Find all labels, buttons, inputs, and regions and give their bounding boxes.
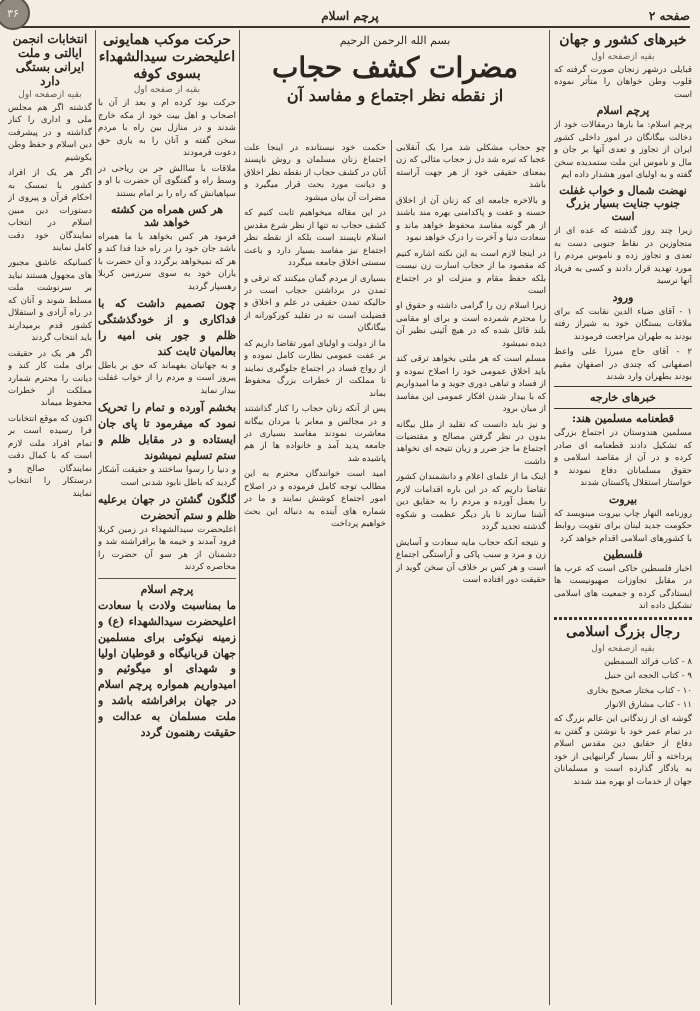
- islamic-figures-title: رجال بزرگ اسلامی: [566, 623, 680, 640]
- karbala-title: حرکت موکب همایونی اعلیحضرت سیدالشهداء بسوی کوفه: [98, 32, 236, 82]
- editor-note-title: پرچم اسلام: [140, 582, 194, 596]
- basmala: بسم الله الرحمن الرحیم: [339, 34, 451, 47]
- page-number-badge: ۳۶: [0, 0, 30, 30]
- elections-title: انتخابات انجمن ایالتی و ملت ایرانی بستگی دارد: [12, 32, 88, 88]
- masthead: پرچم اسلام: [321, 9, 379, 23]
- arrival-heading: ورود: [612, 290, 634, 304]
- column-article-left: حکمت خود نیستانده در اینجا علت اجتماع زنان مسلمان و روش ناپسند آنان در کشف حجاب از نقطه نظر اخلاق و دیانت مورد بحث قرار میگیرد و مضرات آن بیان میشود در این مقاله میخواهیم ثابت کنیم که کشف حجاب نه تنها از نظر شرع مقدس اسلام ناپسند است بلکه از نقطه نظر اجتماع نیز مفاسد بسیار دارد و باعث سستی اخلاق جامعه میگردد بسیاری از مردم گمان میکنند که ترقی و تمدن در برداشتن حجاب است در حالیکه تمدن حقیقی در علم و اخلاق و فضیلت است نه در تقلید کورکورانه از بیگانگان ما از دولت و اولیای امور تقاضا داریم که بر عفت عمومی نظارت کامل نموده و از رواج فساد در اجتماع جلوگیری نمایند تا مملکت از خطرات بزرگ محفوظ بماند پس از آنکه زنان حجاب را کنار گذاشتند و در مجالس و معابر با مردان بیگانه معاشرت نمودند مفاسد بسیاری در جامعه پدید آمد و خانواده ها از هم پاشیده شد امید است خوانندگان محترم به این مطالب توجه کامل فرموده و در اصلاح امور اجتماع کوشش نمایند و ما در شماره های آینده به دنباله این بحث خواهیم پرداخت: [244, 143, 386, 530]
- page-label: صفحه ۲: [648, 9, 690, 23]
- world-news-title: خبرهای کشور و جهان: [559, 32, 687, 48]
- foreign-news-heading: خبرهای خارجه: [590, 391, 656, 405]
- main-title: مضرات کشف حجاب: [272, 51, 518, 84]
- book-list: ۸ - کتاب فرائد السمطین ۹ - کتاب الحجه ابن حنبل ۱۰ - کتاب مختار صحیح بخاری ۱۱ - کتاب مشارق الانوار: [586, 656, 692, 710]
- main-subtitle: از نقطه نظر اجتماع و مفاسد آن: [286, 86, 504, 105]
- column-karbala: حرکت موکب همایونی اعلیحضرت سیدالشهداء بسوی کوفه بقیه از صفحه اول حرکت بود کرده ام و بعد از آن با اصحاب و اهل بیت خود از مکه خارج شدند و در منازل بین راه با مردم سخن گفته و آنان را به یاری حق دعوت فرمودند ملاقات با ساالش حر بن ریاحی در وسط راه و گفتگوی آن حضرت با او و سپاهیانش که راه را بر امام بستند هر کس همراه من کشته خواهد شد فرمود هر کس بخواهد با ما همراه باشد جان خود را در راه خدا فدا کند و هر که نمیخواهد برگردد و آن حضرت با یاران خود به سوی سرزمین کربلا رهسپار گردید چون تصمیم داشت که با فداکاری و از خودگذشتگی ظلم و جور بنی امیه را بعالمیان ثابت کند و به جهانیان بفهماند که حق بر باطل پیروز است و مردم را از خواب غفلت بیدار نماید بخشم آورده و تمام را تحریک نمود که میفرمود تا پای جان ایستاده و در مقابل ظلم و ستم تسلیم نمیشوند و دنیا را رسوا ساختند و حقیقت آشکار گردید که باطل نابود شدنی است گلگون گشتن در جهان برعلیه ظلم و ستم آنحضرت اعلیحضرت سیدالشهداء در زمین کربلا فرود آمدند و خیمه ها برافراشته شد و دشمنان از هر سو آن حضرت را محاصره کردند پرچم اسلام ما بمناسبت ولادت با سعادت اعلیحضرت سیدالشهداء (ع) و زمینه نیکوئی برای مسلمین جهان قربانیگاه و قوطیان اولیا و شهدای او میگوئیم و امیدواریم همواره پرچم اسلام در جهان برافراشته باشد و ملت مسلمان به عدالت و حقیقت رهنمون گردد: [98, 32, 236, 740]
- column-elections: انتخابات انجمن ایالتی و ملت ایرانی بستگی دارد بقیه ازصفحه اول گذشته اگر هم مجلس ملی و اداری را کنار گذاشته و در پیشرفت دین اسلام و حفظ وطن بکوشیم اگر هر یک از افراد کشور با تمسک به احکام قرآن و پیروی از دستورات دین مبین اسلام در انتخاب نمایندگان خود دقت کامل نمایند کسانیکه عاشق مجبور های مجهول هستند نباید بر سرنوشت ملت مسلط شوند و آنان که در راه آزادی و استقلال کشور قدم برمیدارند باید انتخاب گردند اگر هر یک در حقیقت برای ملت کار کند و دیانت را محترم شمارد مملکت از خطرات محفوظ میماند اکنون که موقع انتخابات فرا رسیده است بر تمام افراد ملت لازم است که با کمال دقت نمایندگان صالح و درستکار را انتخاب نمایند: [8, 32, 92, 499]
- headline-north-south: نهضت شمال و خواب غفلت جنوب جنایت بسیار بزرگ است: [559, 184, 687, 224]
- column-article-right: چو حجاب مشکلی شد مرا یک آنقلابی عجبا که تیره شد دل ز حجاب مثالی که زن بمعنای حقیقی خود از هر جهت آراسته باشد و بالاخره جامعه ای که زنان آن از اخلاق حسنه و عفت و پاکدامنی بهره مند باشند از هر گونه مفاسد محفوظ خواهد ماند و سعادت دنیا و آخرت را درک خواهد نمود در اینجا لازم است به این نکته اشاره کنیم که مقصود ما از حجاب اسارت زن نیست بلکه حفظ مقام و منزلت او در اجتماع است زیرا اسلام زن را گرامی داشته و حقوق او را محترم شمرده است و برای او مقامی بلند قائل شده که در هیچ آئینی نظیر آن دیده نمیشود مسلم است که هر ملتی بخواهد ترقی کند باید اخلاق عمومی خود را اصلاح نموده و از فساد و تباهی دوری جوید و ما امیدواریم که با بیدار شدن افکار عمومی این مفاسد از میان برود و نیز باید دانست که تقلید از ملل بیگانه بدون در نظر گرفتن مصالح و مقتضیات اجتماع ما جز ضرر و زیان نتیجه ای نخواهد داشت اینک ما از علمای اعلام و دانشمندان کشور تقاضا داریم که در این باره اقدامات لازم را بعمل آورده و مردم را به حقایق دین آشنا سازند تا بار دیگر عظمت و شکوه گذشته تجدید گردد و نتیجه آنکه حجاب مایه سعادت و آسایش زن و مرد و سبب پاکی و آراستگی اجتماع است و هر کس بر خلاف آن سخن گوید از حقیقت دور افتاده است: [396, 143, 546, 585]
- page-header: [10, 6, 690, 28]
- main-headline-block: [244, 30, 546, 138]
- column-world-news: خبرهای کشور و جهان بقیه ازصفحه اول قبایلی درشهر زنجان صورت گرفته که قلوب وطن خواهان را متأثر نموده است پرچم اسلام پرچم اسلام: ما بارها درمقالات خود از دخالت بیگانگان در امور داخلی کشور ایران از تجاوز و تعدی آنها بر جان و مال و ناموس این ملت ستمدیده سخن گفته و به اولیای امور هشدار داده ایم نهضت شمال و خواب غفلت جنوب جنایت بسیار بزرگ است زیرا چند روز گذشته که عده ای از متجاوزین در نقاط جنوبی دست به تعدی و تجاوز زده و ناموس مردم را مورد تهدید قرار دادند و کسی به فریاد آنها نرسید ورود ۱ - آقای ضیاء الدین نقابت که برای ملاقات بستگان خود به شیراز رفته بودند به طهران مراجعت فرمودند ۲ - آقای حاج میرزا علی واعظ اصفهانی که چندی در اصفهان مقیم بودند بطهران وارد شدند خبرهای خارجه قطعنامه مسلمین هند: مسلمین هندوستان در اجتماع بزرگی که تشکیل دادند قطعنامه ای صادر کرده و در آن از مقاصد اسلامی و حقوق مسلمانان دفاع نمودند و خواستار استقلال پاکستان شدند بیروت روزنامه النهار چاپ بیروت مینویسد که حکومت جدید لبنان برای تقویت روابط با کشورهای اسلامی اقدام خواهد کرد فلسطین اخبار فلسطین حاکی است که عرب ها در مقابل تجاوزات صهیونیست ها ایستادگی کرده و جمعیت های اسلامی تشکیل داده اند رجال بزرگ اسلامی بقیه ازصفحه اول ۸ - کتاب فرائد السمطین ۹ - کتاب الحجه ابن حنبل ۱۰ - کتاب مختار صحیح بخاری ۱۱ - کتاب مشارق الانوار گوشه ای از زندگانی این عالم بزرگ که در تمام عمر خود با نوشتن و گفتن به دفاع از حقایق دین مقدس اسلام پرداخته و آثار بسیار گرانبهایی از خود به یادگار گذارده است و مسلمانان جهان از خدمات او بهره مند شدند: [554, 32, 692, 787]
- editor-note: ما بمناسبت ولادت با سعادت اعلیحضرت سیدالشهداء (ع) و زمینه نیکوئی برای مسلمین جهان قربانیگاه و قوطیان اولیا و شهدای او میگوئیم و امیدواریم همواره پرچم اسلام در جهان برافراشته باشد و ملت مسلمان به عدالت و حقیقت رهنمون گردد: [98, 598, 236, 740]
